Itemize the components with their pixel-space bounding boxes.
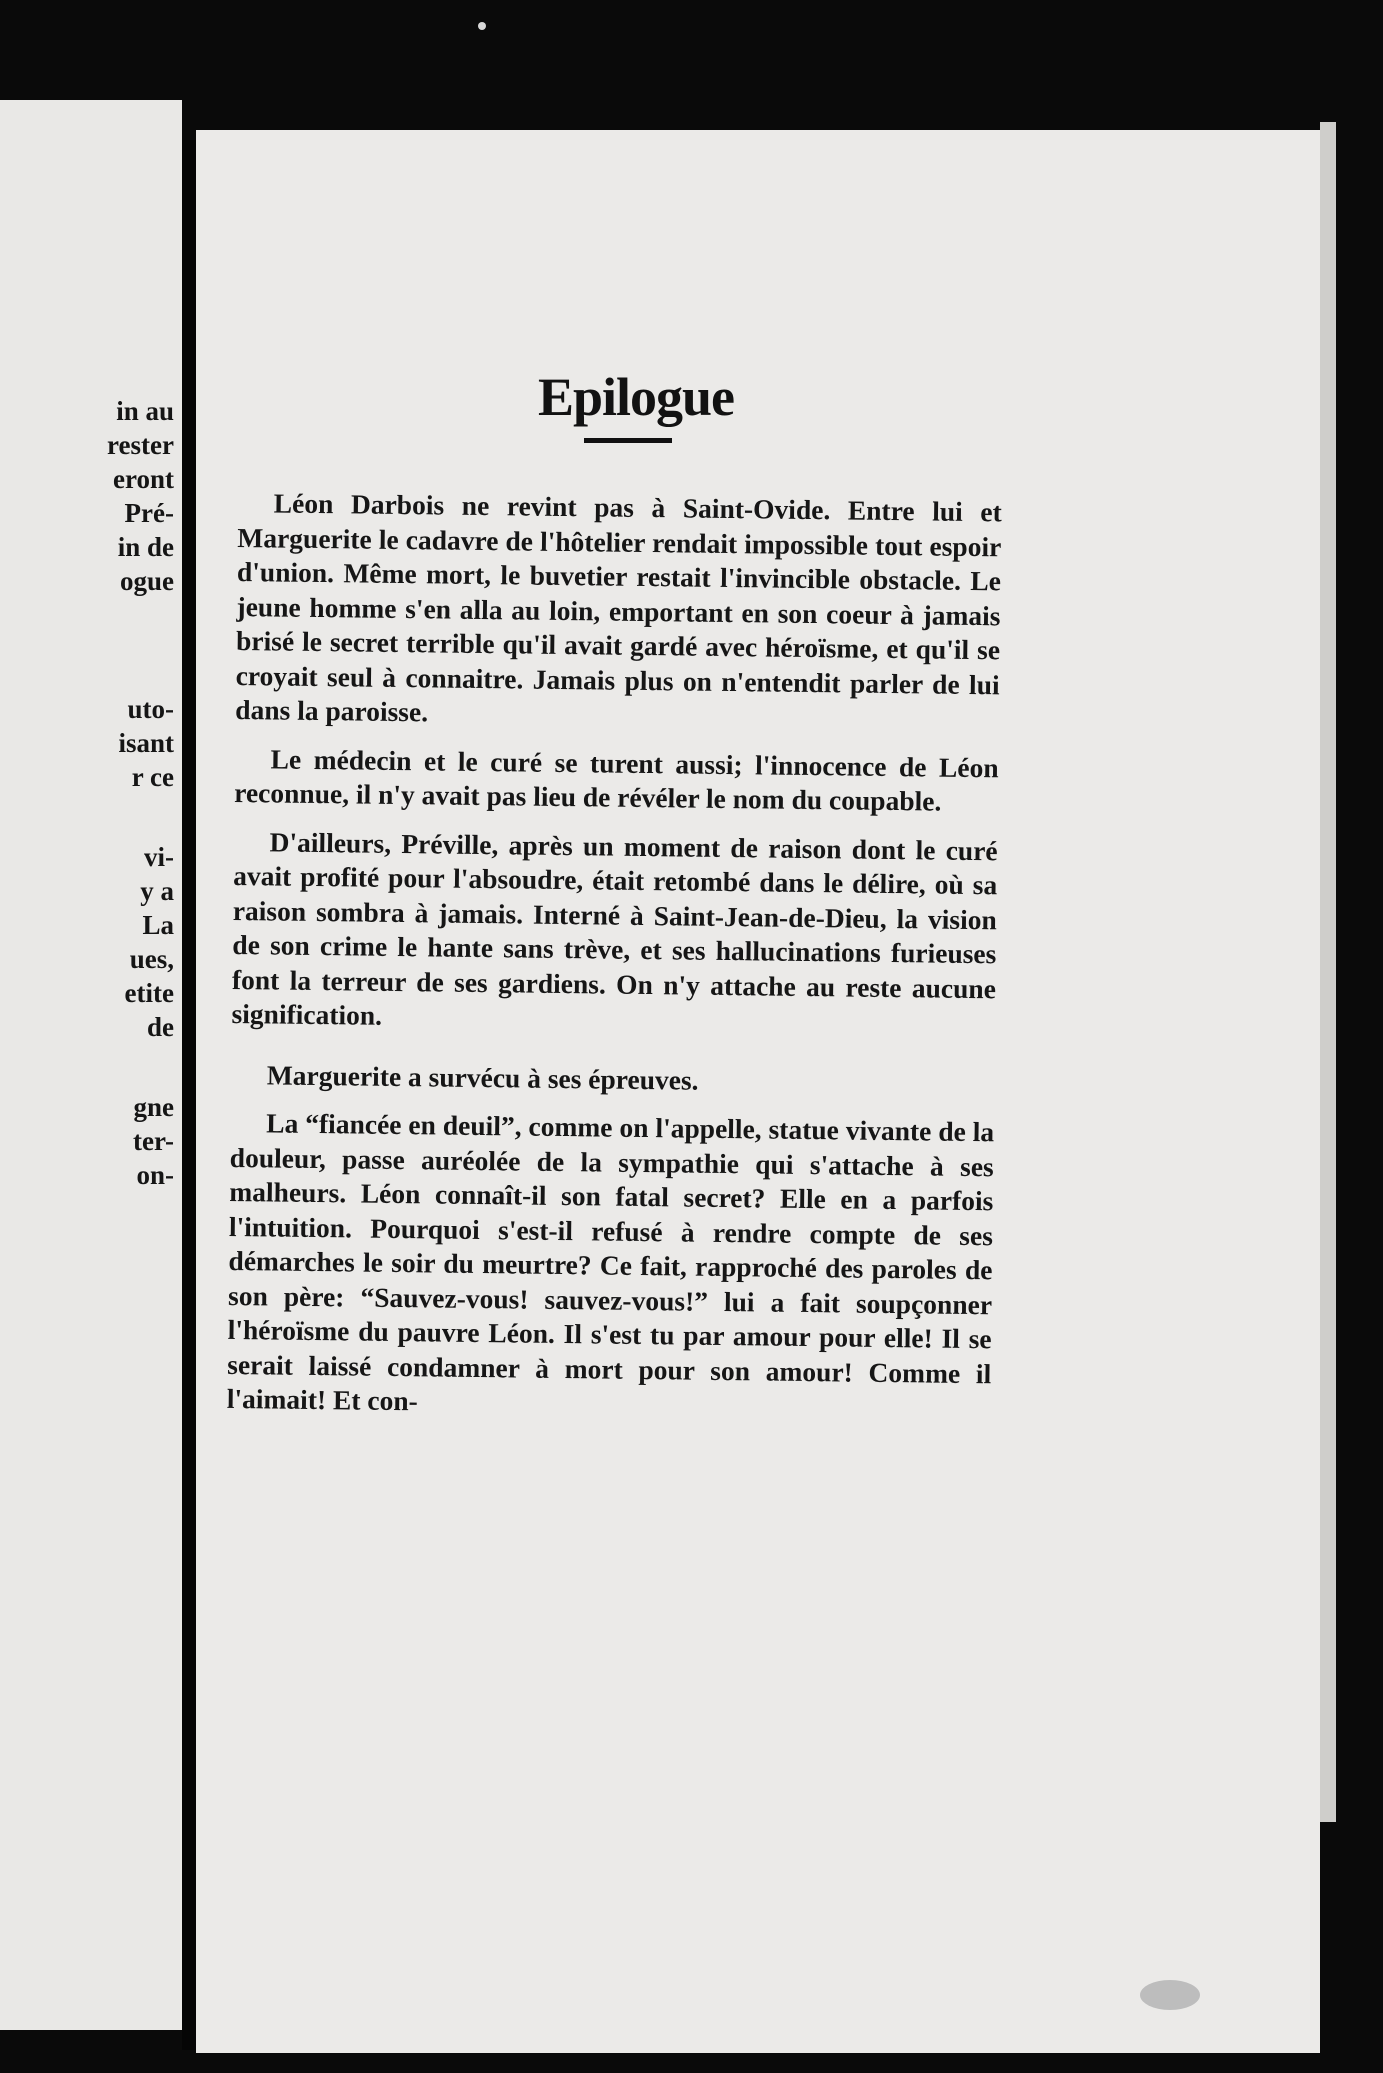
- left-page-line: Pré-: [124, 498, 174, 528]
- left-page-line: uto-: [127, 694, 174, 724]
- left-page-line: isant: [118, 728, 174, 758]
- left-page-line: r ce: [131, 762, 174, 792]
- left-page-fragment: [0, 100, 182, 2030]
- left-page-line: de: [147, 1012, 174, 1042]
- left-page-line: on-: [136, 1160, 174, 1190]
- left-page-line: eront: [113, 464, 174, 494]
- paragraph: Marguerite a survécu à ses épreuves.: [266, 1058, 699, 1096]
- left-page-line: gne: [133, 1092, 174, 1122]
- gutter-shadow: [182, 140, 196, 2050]
- scan-speck: [1140, 1980, 1200, 2010]
- left-page-line: ues,: [129, 944, 174, 974]
- left-page-line: ter-: [133, 1126, 174, 1156]
- left-page-line: ogue: [120, 566, 174, 596]
- page-title: Epilogue: [537, 367, 735, 428]
- left-page-line: La: [142, 910, 174, 940]
- left-page-line: etite: [124, 978, 174, 1008]
- title-rule: [584, 438, 672, 443]
- left-page-line: y a: [140, 876, 174, 906]
- body-text: [226, 486, 1001, 1440]
- paragraph: Le médecin et le curé se turent aussi; l'innocence de Léon reconnue, il n'y avait pas lieu de révéler le nom du coupable.: [234, 742, 999, 817]
- left-page-line: in de: [117, 532, 174, 562]
- book-page: [196, 130, 1320, 2053]
- left-page-line: vi-: [144, 842, 174, 872]
- paragraph: La “fiancée en deuil”, comme on l'appelle, statue vivante de la douleur, passe auréolée de la sympathie qui s'attache à ses malheurs. Léon connaît-il son fatal secret? Elle en a parfois l'intuition. Pourquoi s'est-il refusé à rendre compte de ses démarches le soir du meurtre? Ce fait, rapproché des paroles de son père: “Sauvez-vous! sauvez-vous!” lui a fait soupçonner l'héroïsme du pauvre Léon. Il s'est tu par amour pour elle! Il se serait laissé condamner à mort pour son amour! Comme il l'aimait! Et con-: [226, 1107, 995, 1417]
- left-page-line: rester: [107, 430, 174, 460]
- scan-speck: [478, 22, 486, 30]
- page-edge: [1320, 122, 1336, 1822]
- paragraph: Léon Darbois ne revint pas à Saint-Ovide. Entre lui et Marguerite le cadavre de l'hôtelier rendait impossible tout espoir d'union. Même mort, le buvetier restait l'invincible obstacle. Le jeune homme s'en alla au loin, emportant en son coeur à jamais brisé le secret terrible qu'il avait gardé avec héroïsme, et qu'il se croyait seul à connaitre. Jamais plus on n'entendit parler de lui dans la paroisse.: [235, 487, 1002, 728]
- paragraph: D'ailleurs, Préville, après un moment de raison dont le curé avait profité pour l'absoudre, était retombé dans le délire, où sa raison sombra à jamais. Interné à Saint-Jean-de-Dieu, la vision de son crime le hante sans trève, et ses hallucinations furieuses font la terreur de ses gardiens. On n'y attache au reste aucune signification.: [231, 825, 998, 1031]
- left-page-line: in au: [116, 396, 174, 426]
